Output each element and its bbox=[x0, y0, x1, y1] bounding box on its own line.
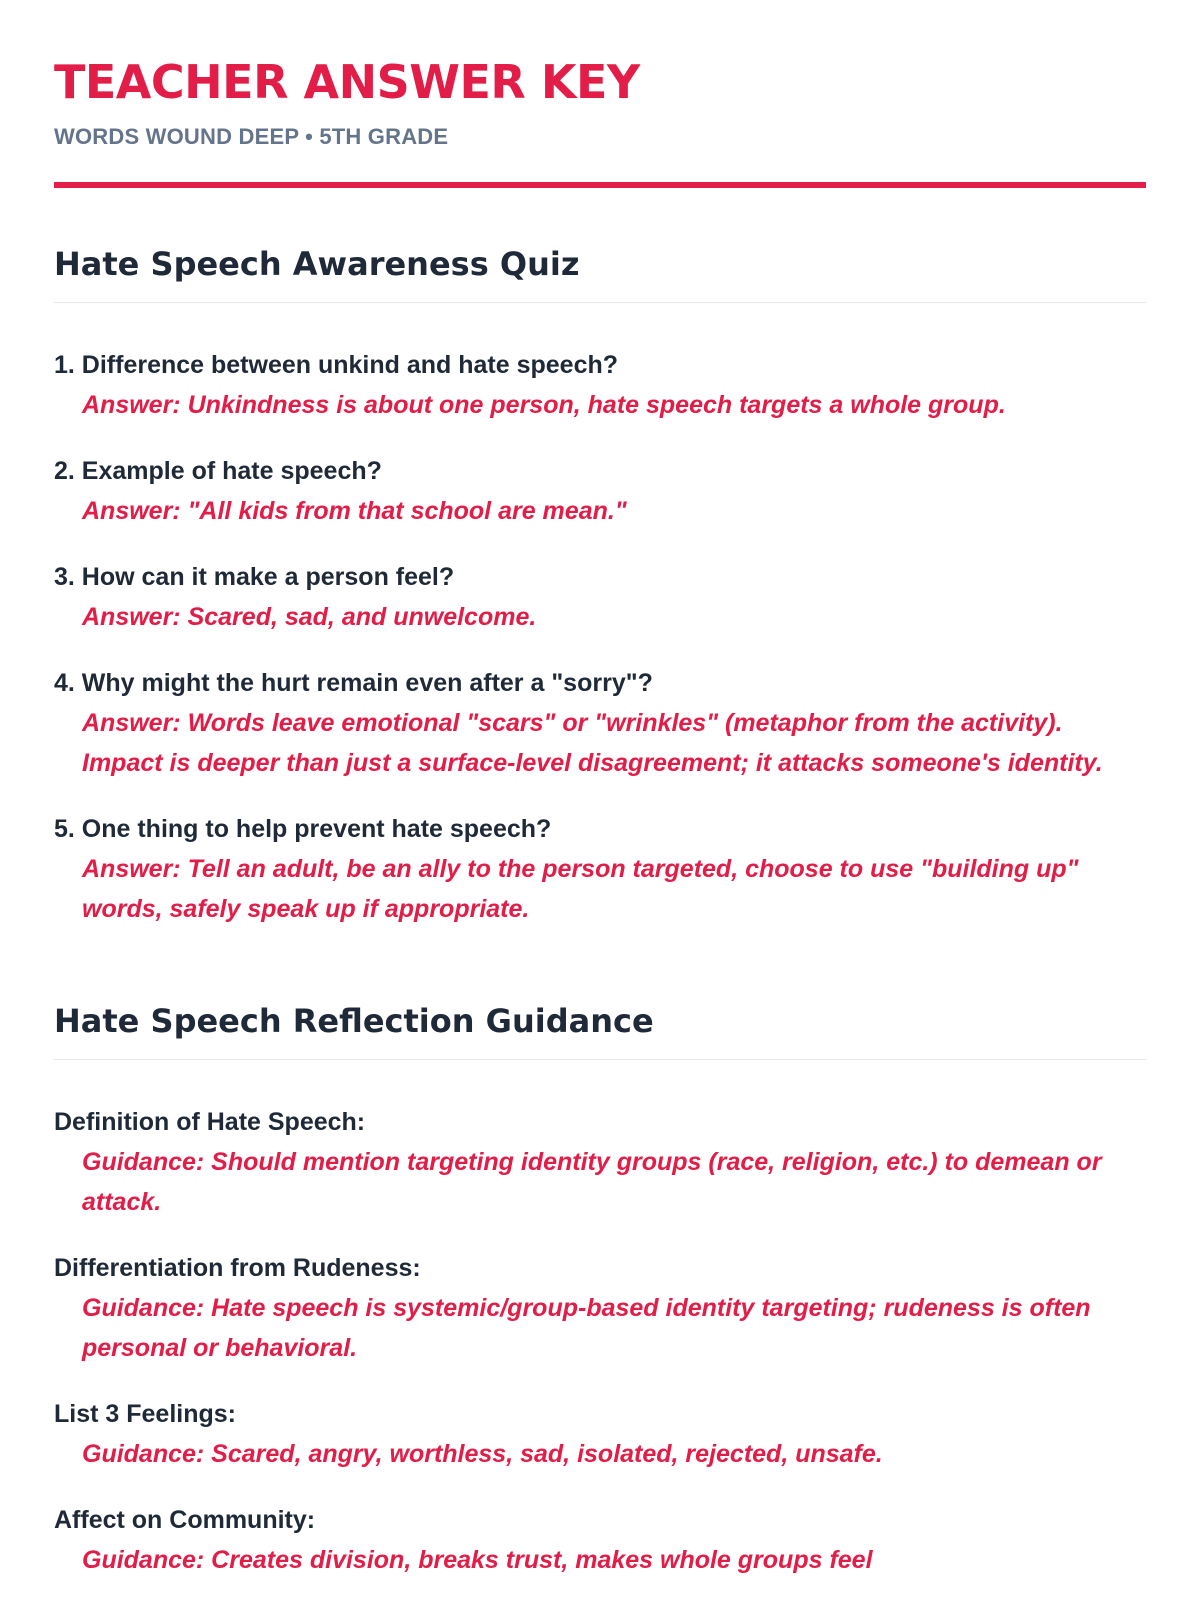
quiz-item bbox=[54, 557, 1146, 637]
page-subtitle: WORDS WOUND DEEP • 5TH GRADE bbox=[54, 124, 449, 149]
quiz-item bbox=[54, 451, 1146, 531]
reflection-section bbox=[54, 1001, 1146, 1580]
quiz-item bbox=[54, 809, 1146, 929]
reflection-item bbox=[54, 1500, 1146, 1580]
quiz-item bbox=[54, 663, 1146, 783]
quiz-section bbox=[54, 244, 1146, 929]
reflection-item bbox=[54, 1102, 1146, 1222]
reflection-guidance: Guidance: Creates division, breaks trust, makes whole groups feel bbox=[82, 1546, 873, 1574]
page-title: TEACHER ANSWER KEY bbox=[54, 55, 640, 109]
quiz-answer: Answer: Tell an adult, be an ally to the person targeted, choose to use "building up" words, safely speak up if appropriate. bbox=[82, 855, 1079, 923]
reflection-prompt: List 3 Feelings: bbox=[54, 1400, 236, 1428]
header-divider bbox=[54, 182, 1146, 188]
quiz-answer: Answer: Unkindness is about one person, hate speech targets a whole group. bbox=[82, 391, 1006, 419]
quiz-question: 3. How can it make a person feel? bbox=[54, 563, 455, 591]
reflection-items bbox=[54, 1102, 1146, 1580]
reflection-section-title: Hate Speech Reflection Guidance bbox=[54, 1002, 654, 1040]
reflection-prompt: Differentiation from Rudeness: bbox=[54, 1254, 421, 1282]
quiz-question: 4. Why might the hurt remain even after a "sorry"? bbox=[54, 669, 653, 697]
reflection-guidance: Guidance: Should mention targeting identity groups (race, religion, etc.) to demean or attack. bbox=[82, 1148, 1102, 1216]
quiz-section-divider bbox=[54, 302, 1146, 303]
quiz-answer: Answer: "All kids from that school are mean." bbox=[82, 497, 627, 525]
reflection-prompt: Definition of Hate Speech: bbox=[54, 1108, 366, 1136]
quiz-section-title: Hate Speech Awareness Quiz bbox=[54, 245, 580, 283]
quiz-question: 5. One thing to help prevent hate speech? bbox=[54, 815, 552, 843]
quiz-question: 1. Difference between unkind and hate speech? bbox=[54, 351, 619, 379]
quiz-question: 2. Example of hate speech? bbox=[54, 457, 382, 485]
reflection-item bbox=[54, 1248, 1146, 1368]
reflection-section-divider bbox=[54, 1059, 1146, 1060]
reflection-item bbox=[54, 1394, 1146, 1474]
quiz-answer: Answer: Words leave emotional "scars" or "wrinkles" (metaphor from the activity). Impact is deeper than just a surface-level disagreement; it attacks someone's identity. bbox=[82, 709, 1103, 777]
reflection-guidance: Guidance: Hate speech is systemic/group-based identity targeting; rudeness is often personal or behavioral. bbox=[82, 1294, 1091, 1362]
quiz-items bbox=[54, 345, 1146, 929]
quiz-item bbox=[54, 345, 1146, 425]
reflection-prompt: Affect on Community: bbox=[54, 1506, 316, 1534]
reflection-guidance: Guidance: Scared, angry, worthless, sad, isolated, rejected, unsafe. bbox=[82, 1440, 883, 1468]
quiz-answer: Answer: Scared, sad, and unwelcome. bbox=[82, 603, 537, 631]
